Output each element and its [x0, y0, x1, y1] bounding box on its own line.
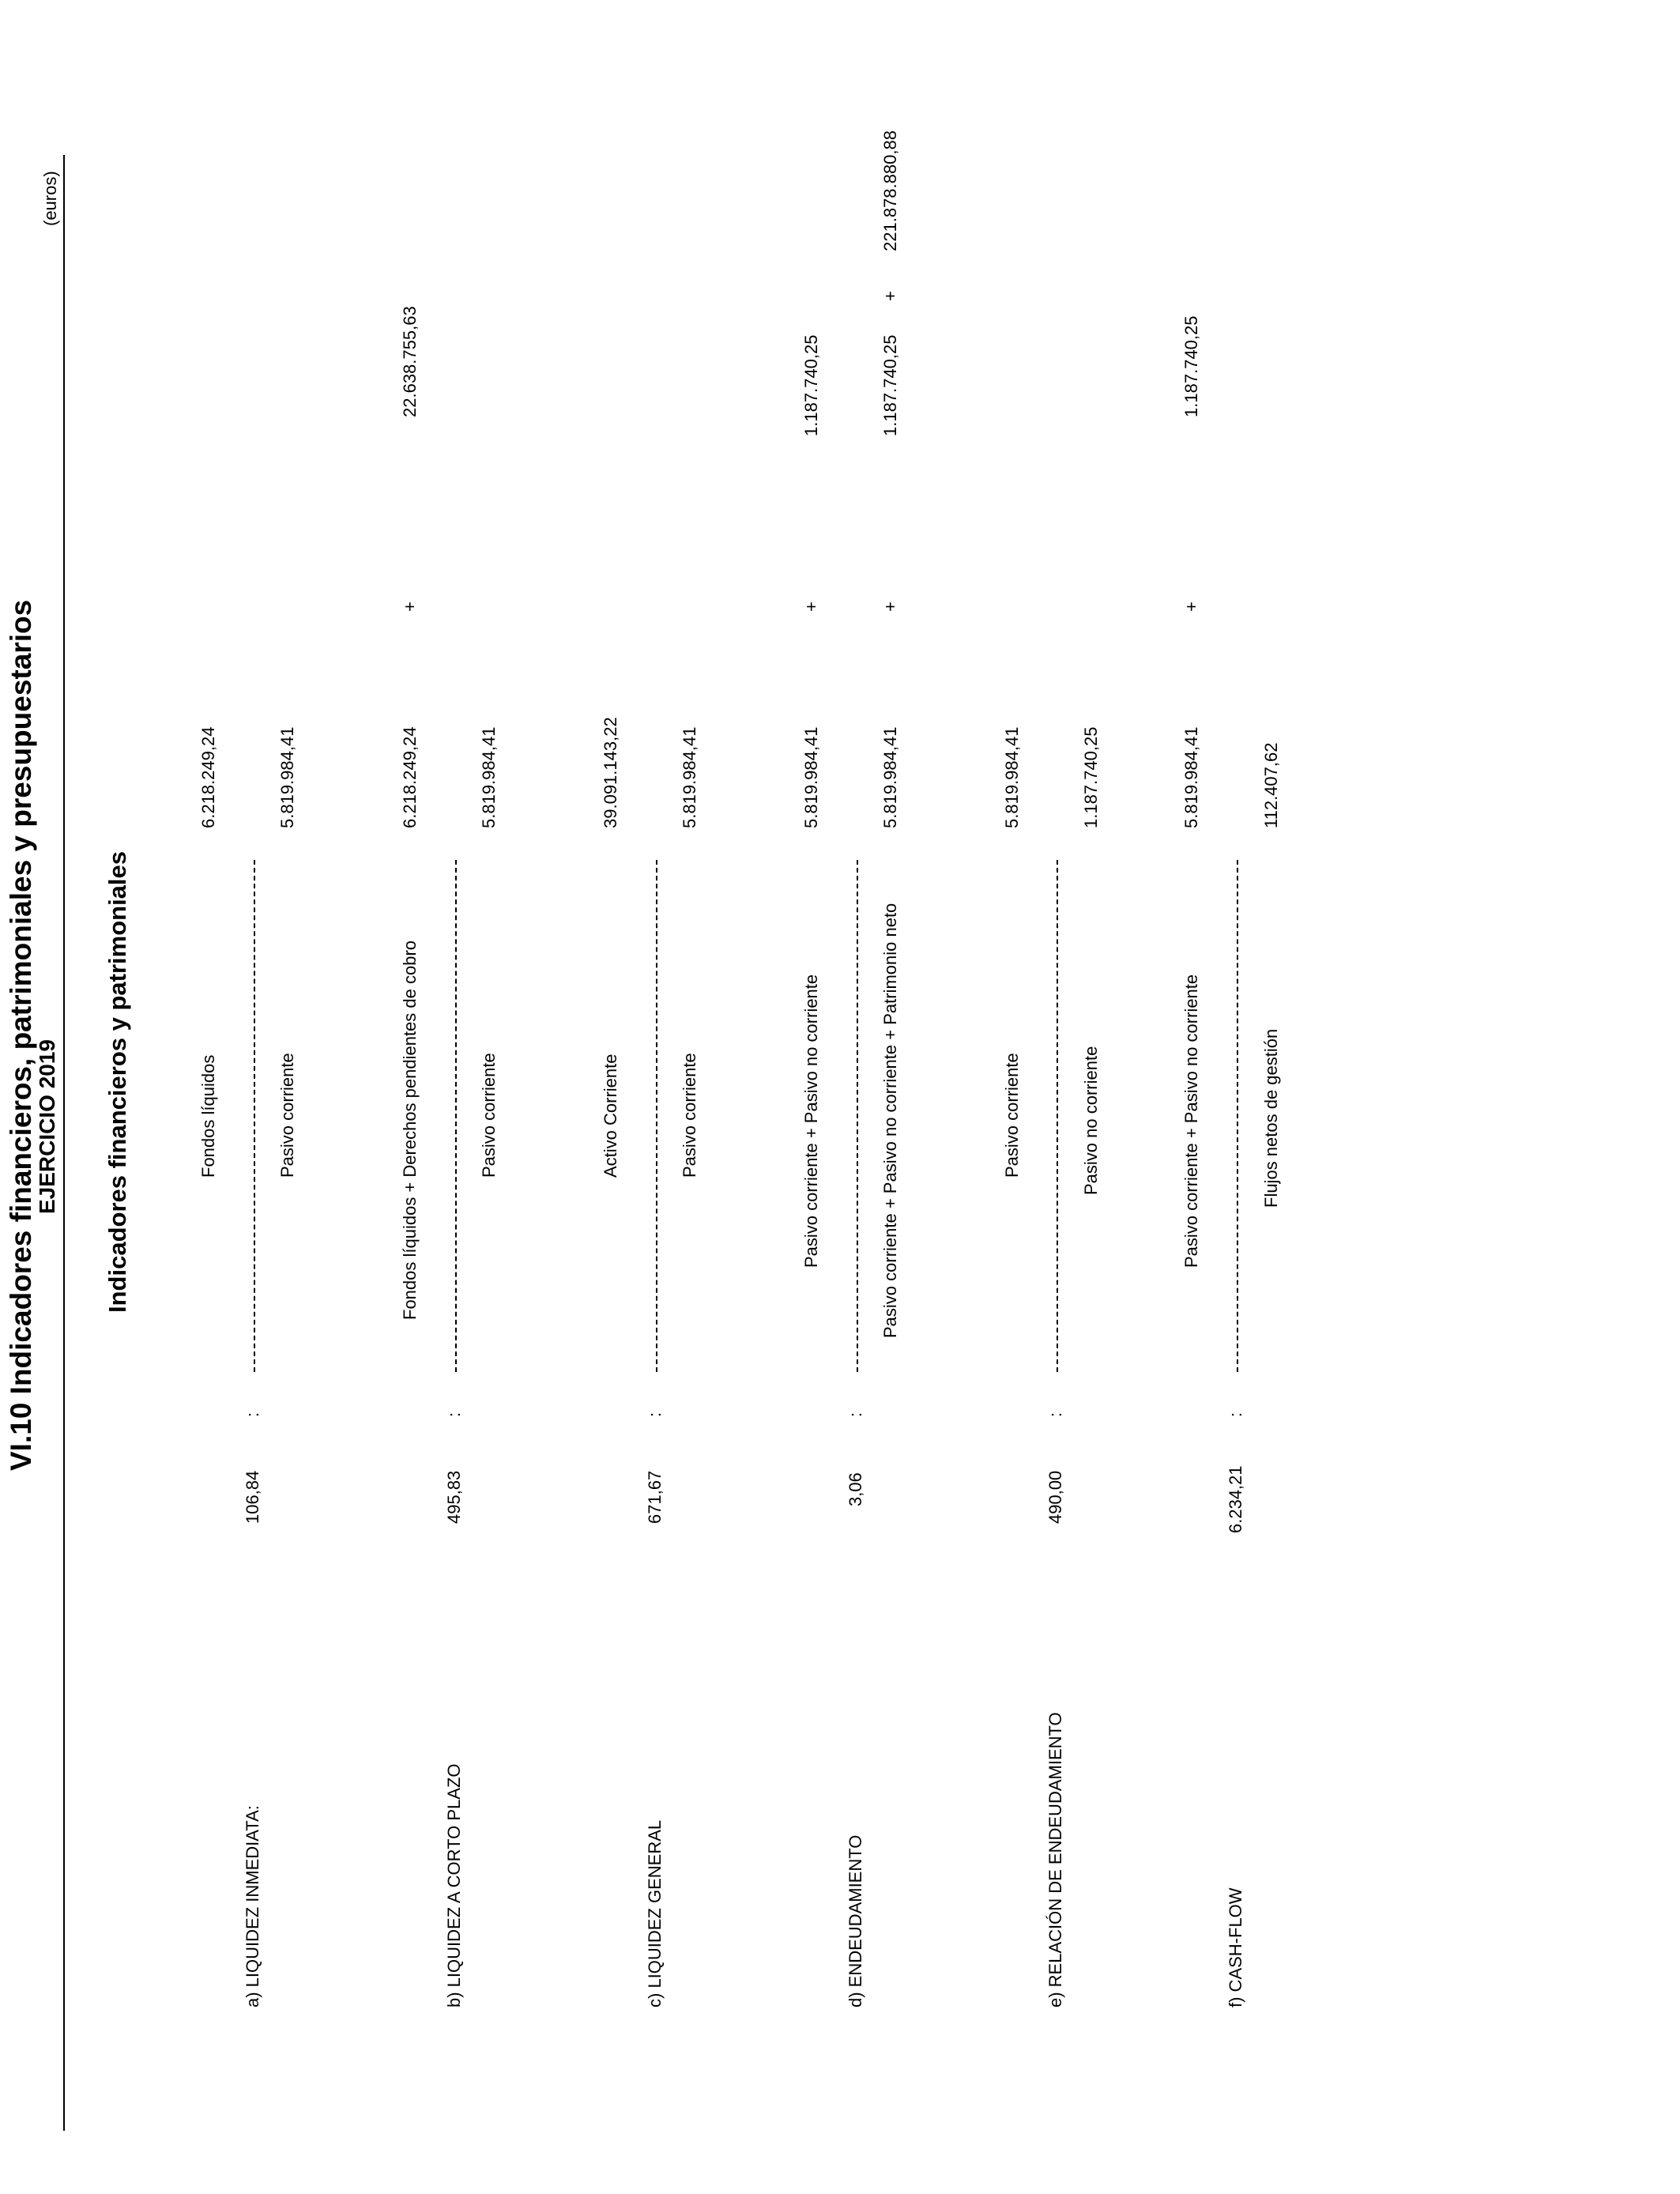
- fraction-line: [1057, 860, 1058, 1372]
- fraction-line: [656, 860, 657, 1372]
- numerator-label: Pasivo corriente + Pasivo no corriente: [801, 974, 821, 1268]
- numerator-value: 6.218.249,24: [400, 726, 420, 828]
- numerator-label: Activo Corriente: [601, 1054, 620, 1178]
- denominator-value: 5.819.984,41: [479, 726, 499, 828]
- indicator-value: 106,84: [243, 1470, 262, 1524]
- indicator-label: d) ENDEUDAMIENTO: [846, 1834, 865, 2007]
- page-subtitle: EJERCICIO 2019: [35, 1039, 59, 1214]
- denominator-value: 5.819.984,41: [880, 726, 900, 828]
- header-rule: [63, 155, 65, 2131]
- indicator-label: c) LIQUIDEZ GENERAL: [645, 1819, 665, 2007]
- indicator-colon: :: [1226, 1412, 1245, 1417]
- fraction-line: [455, 860, 457, 1372]
- denominator-label: Pasivo corriente: [680, 1053, 699, 1178]
- numerator-value: 5.819.984,41: [801, 726, 821, 828]
- denominator-value: 1.187.740,25: [880, 334, 900, 436]
- denominator-label: Pasivo corriente + Pasivo no corriente + Patrimonio neto: [880, 903, 900, 1338]
- numerator-operator: +: [801, 601, 821, 612]
- fraction-line: [254, 860, 255, 1372]
- numerator-value: 1.187.740,25: [801, 334, 821, 436]
- indicator-value: 490,00: [1045, 1470, 1065, 1524]
- numerator-label: Pasivo corriente: [1002, 1053, 1022, 1178]
- denominator-value: 1.187.740,25: [1081, 726, 1101, 828]
- numerator-value: 5.819.984,41: [1002, 726, 1022, 828]
- indicator-colon: :: [1045, 1412, 1065, 1417]
- numerator-operator: +: [400, 601, 420, 612]
- numerator-value: 39.091.143,22: [601, 717, 620, 828]
- denominator-value: 5.819.984,41: [680, 726, 699, 828]
- denominator-operator: +: [880, 291, 900, 301]
- denominator-operator: +: [880, 601, 900, 612]
- numerator-value: 1.187.740,25: [1181, 315, 1201, 417]
- denominator-label: Pasivo corriente: [479, 1053, 499, 1178]
- fraction-line: [857, 860, 858, 1372]
- denominator-value: 5.819.984,41: [277, 726, 297, 828]
- indicator-colon: :: [846, 1412, 865, 1417]
- numerator-value: 6.218.249,24: [198, 726, 218, 828]
- page-title: VI.10 Indicadores financieros, patrimoniales y presupuestarios: [5, 599, 37, 1471]
- denominator-label: Pasivo corriente: [277, 1053, 297, 1178]
- numerator-label: Fondos líquidos + Derechos pendientes de cobro: [400, 940, 420, 1320]
- section-title: Indicadores financieros y patrimoniales: [104, 850, 131, 1313]
- indicator-colon: :: [645, 1412, 665, 1417]
- fraction-line: [1237, 860, 1238, 1372]
- indicator-value: 6.234,21: [1226, 1465, 1245, 1533]
- numerator-value: 22.638.755,63: [400, 306, 420, 417]
- indicator-label: a) LIQUIDEZ INMEDIATA:: [243, 1805, 262, 2007]
- indicator-value: 3,06: [846, 1472, 865, 1506]
- numerator-label: Pasivo corriente + Pasivo no corriente: [1181, 974, 1201, 1268]
- indicator-colon: :: [243, 1412, 262, 1417]
- indicator-value: 671,67: [645, 1470, 665, 1524]
- indicator-label: f) CASH-FLOW: [1226, 1887, 1245, 2007]
- denominator-label: Flujos netos de gestión: [1261, 1028, 1281, 1208]
- denominator-value: 112.407,62: [1261, 742, 1281, 828]
- denominator-label: Pasivo no corriente: [1081, 1046, 1101, 1195]
- indicator-colon: :: [444, 1412, 464, 1417]
- numerator-operator: +: [1181, 601, 1201, 612]
- indicator-label: e) RELACIÓN DE ENDEUDAMIENTO: [1045, 1712, 1065, 2007]
- numerator-label: Fondos líquidos: [198, 1054, 218, 1178]
- indicator-value: 495,83: [444, 1470, 464, 1524]
- numerator-value: 5.819.984,41: [1181, 726, 1201, 828]
- units-label: (euros): [40, 171, 60, 226]
- indicator-label: b) LIQUIDEZ A CORTO PLAZO: [444, 1763, 464, 2007]
- denominator-value: 221.878.880,88: [880, 130, 900, 251]
